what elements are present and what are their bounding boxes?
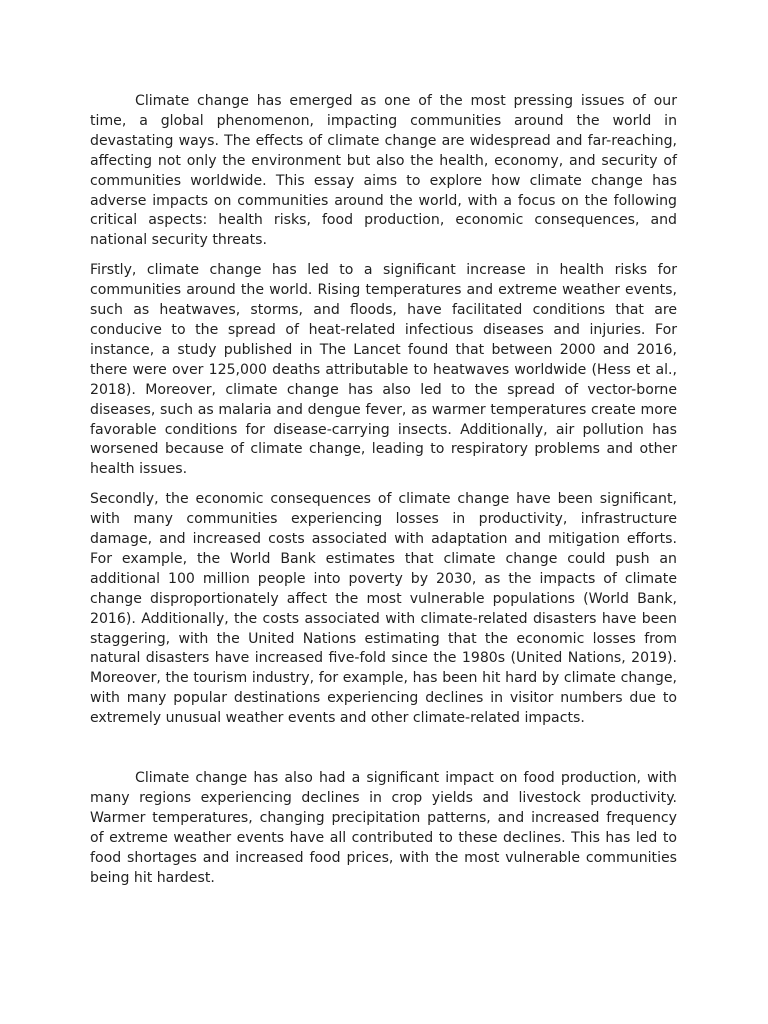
document-body bbox=[90, 92, 677, 899]
paragraph-health-risks: Firstly, climate change has led to a significant increase in health risks for communities around the world. Rising temperatures and extreme weather events, such as heatwaves, storms, and floods, have facilitated conditions that are conducive to the spread of heat-related infectious diseases and injuries. For instance, a study published in The Lancet found that between 2000 and 2016, there were over 125,000 deaths attributable to heatwaves worldwide (Hess et al., 2018). Moreover, climate change has also led to the spread of vector-borne diseases, such as malaria and dengue fever, as warmer temperatures create more favorable conditions for disease-carrying insects. Additionally, air pollution has worsened because of climate change, leading to respiratory problems and other health issues. bbox=[90, 262, 677, 478]
paragraph-economic-consequences: Secondly, the economic consequences of climate change have been significant, with many communities experiencing losses in productivity, infrastructure damage, and increased costs associated with adaptation and mitigation efforts. For example, the World Bank estimates that climate change could push an additional 100 million people into poverty by 2030, as the impacts of climate change disproportionately affect the most vulnerable populations (World Bank, 2016). Additionally, the costs associated with climate-related disasters have been staggering, with the United Nations estimating that the economic losses from natural disasters have increased five-fold since the 1980s (United Nations, 2019). Moreover, the tourism industry, for example, has been hit hard by climate change, with many popular destinations experiencing declines in visitor numbers due to extremely unusual weather events and other climate-related impacts. bbox=[90, 491, 677, 727]
paragraph-food-production: Climate change has also had a significant impact on food production, with many regions experiencing declines in crop yields and livestock productivity. Warmer temperatures, changing precipitation patterns, and increased frequency of extreme weather events have all contributed to these declines. This has led to food shortages and increased food prices, with the most vulnerable communities being hit hardest. bbox=[90, 770, 677, 886]
paragraph-introduction: Climate change has emerged as one of the most pressing issues of our time, a global phenomenon, impacting communities around the world in devastating ways. The effects of climate change are widespread and far-reaching, affecting not only the environment but also the health, economy, and security of communities worldwide. This essay aims to explore how climate change has adverse impacts on communities around the world, with a focus on the following critical aspects: health risks, food production, economic consequences, and national security threats. bbox=[90, 93, 677, 249]
